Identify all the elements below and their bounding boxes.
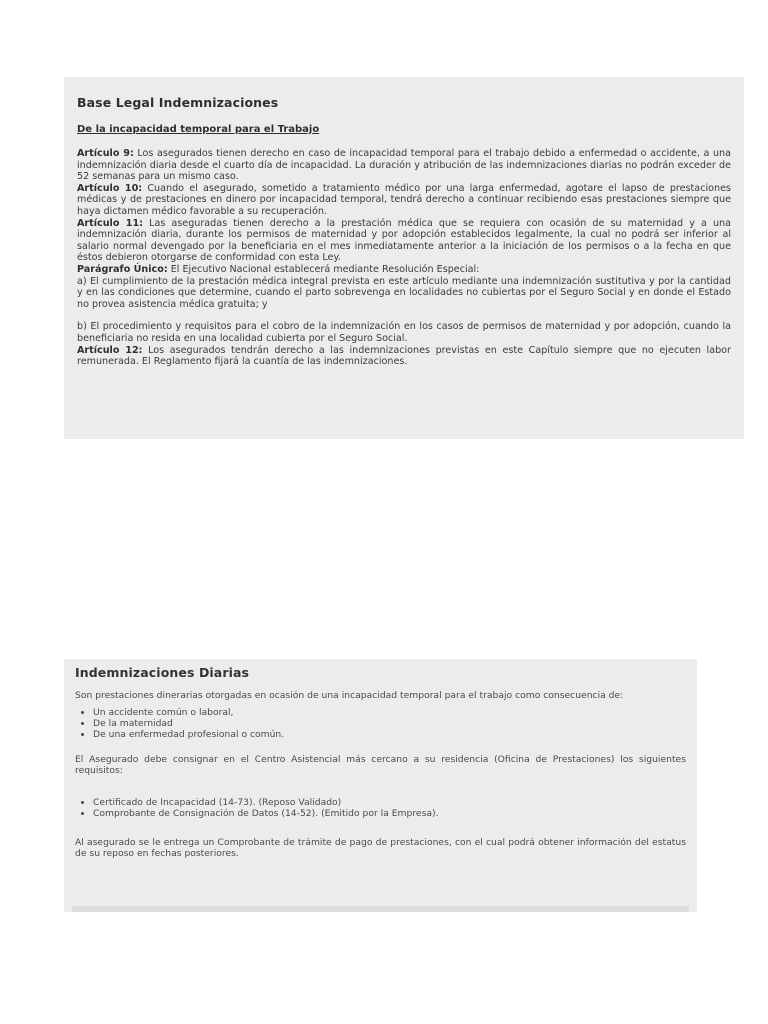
requirements-intro: El Asegurado debe consignar en el Centro Asistencial más cercano a su residencia (Oficina de Prestaciones) los siguientes requisitos:	[75, 754, 686, 777]
article-text: Los asegurados tienen derecho en caso de incapacidad temporal para el trabajo debido a enfermedad o accidente, a una indemnización diaria desde el cuarto día de incapacidad. La duración y atribución de las indemnizaciones diarias no podrán exceder de 52 semanas para un mismo caso.	[77, 148, 731, 183]
article-label: Artículo 11:	[77, 217, 143, 229]
item-b: b) El procedimiento y requisitos para el cobro de la indemnización en los casos de permisos de maternidad y por adopción, cuando la beneficiaria no resida en una localidad cubierta por el Seguro Social.	[77, 321, 731, 344]
list-item: • Comprobante de Consignación de Datos (14-52). (Emitido por la Empresa).	[93, 808, 686, 819]
panel-title: Indemnizaciones Diarias	[75, 665, 250, 680]
intro-text: Son prestaciones dinerarias otorgadas en ocasión de una incapacidad temporal para el trabajo como consecuencia de:	[75, 690, 624, 701]
list-item: • Un accidente común o laboral,	[93, 707, 686, 718]
section-subtitle: De la incapacidad temporal para el Trabajo	[77, 124, 320, 135]
causes-list	[75, 707, 686, 740]
list-item: • De la maternidad	[93, 718, 686, 729]
article-label: Artículo 10:	[77, 182, 143, 194]
article-11	[77, 218, 731, 264]
article-9	[77, 148, 731, 183]
article-label: Artículo 9:	[77, 148, 134, 159]
article-text: Las aseguradas tienen derecho a la prestación médica que se requiera con ocasión de su maternidad y a una indemnización diaria, durante los permisos de maternidad y por adopción establecidos legalmente, la cual no podrá ser inferior al salario normal devengado por la beneficiaria en el mes inmediatamente anterior a la iniciación de los permisos o a la fecha en que éstos debieron otorgarse de conformidad con esta Ley.	[77, 217, 731, 264]
paragrafo-unico	[77, 264, 731, 276]
cut-off-strip	[72, 906, 689, 912]
article-12	[77, 345, 731, 368]
article-text: Los asegurados tendrán derecho a las indemnizaciones previstas en este Capítulo siempre que no ejecuten labor remunerada. El Reglamento fijará la cuantía de las indemnizaciones.	[77, 344, 731, 368]
requirements-list	[75, 797, 686, 819]
article-label: Artículo 12:	[77, 344, 143, 356]
closing-text: Al asegurado se le entrega un Comprobante de trámite de pago de prestaciones, con el cual podrá obtener información del estatus de su reposo en fechas posteriores.	[75, 836, 686, 859]
daily-compensation-panel	[64, 659, 697, 912]
panel-title: Base Legal Indemnizaciones	[77, 95, 279, 110]
list-item: • Certificado de Incapacidad (14-73). (Reposo Validado)	[93, 797, 686, 808]
paragrafo-text: El Ejecutivo Nacional establecerá mediante Resolución Especial:	[167, 263, 480, 275]
paragrafo-label: Parágrafo Único:	[77, 263, 168, 275]
item-a: a) El cumplimiento de la prestación médica integral prevista en este artículo mediante una indemnización sustitutiva y por la cantidad y en las condiciones que determine, cuando el parto sobrevenga en localidades no cubiertas por el Seguro Social y en donde el Estado no provea asistencia médica gratuita; y	[77, 275, 731, 310]
list-item: • De una enfermedad profesional o común.	[93, 729, 686, 740]
legal-basis-panel	[64, 77, 744, 439]
article-text: Cuando el asegurado, sometido a tratamiento médico por una larga enfermedad, agotare el lapso de prestaciones médicas y de prestaciones en dinero por incapacidad temporal, tendrá derecho a continuar recibiendo esas prestaciones siempre que haya dictamen médico favorable a su recuperación.	[77, 182, 731, 217]
article-10	[77, 183, 731, 218]
